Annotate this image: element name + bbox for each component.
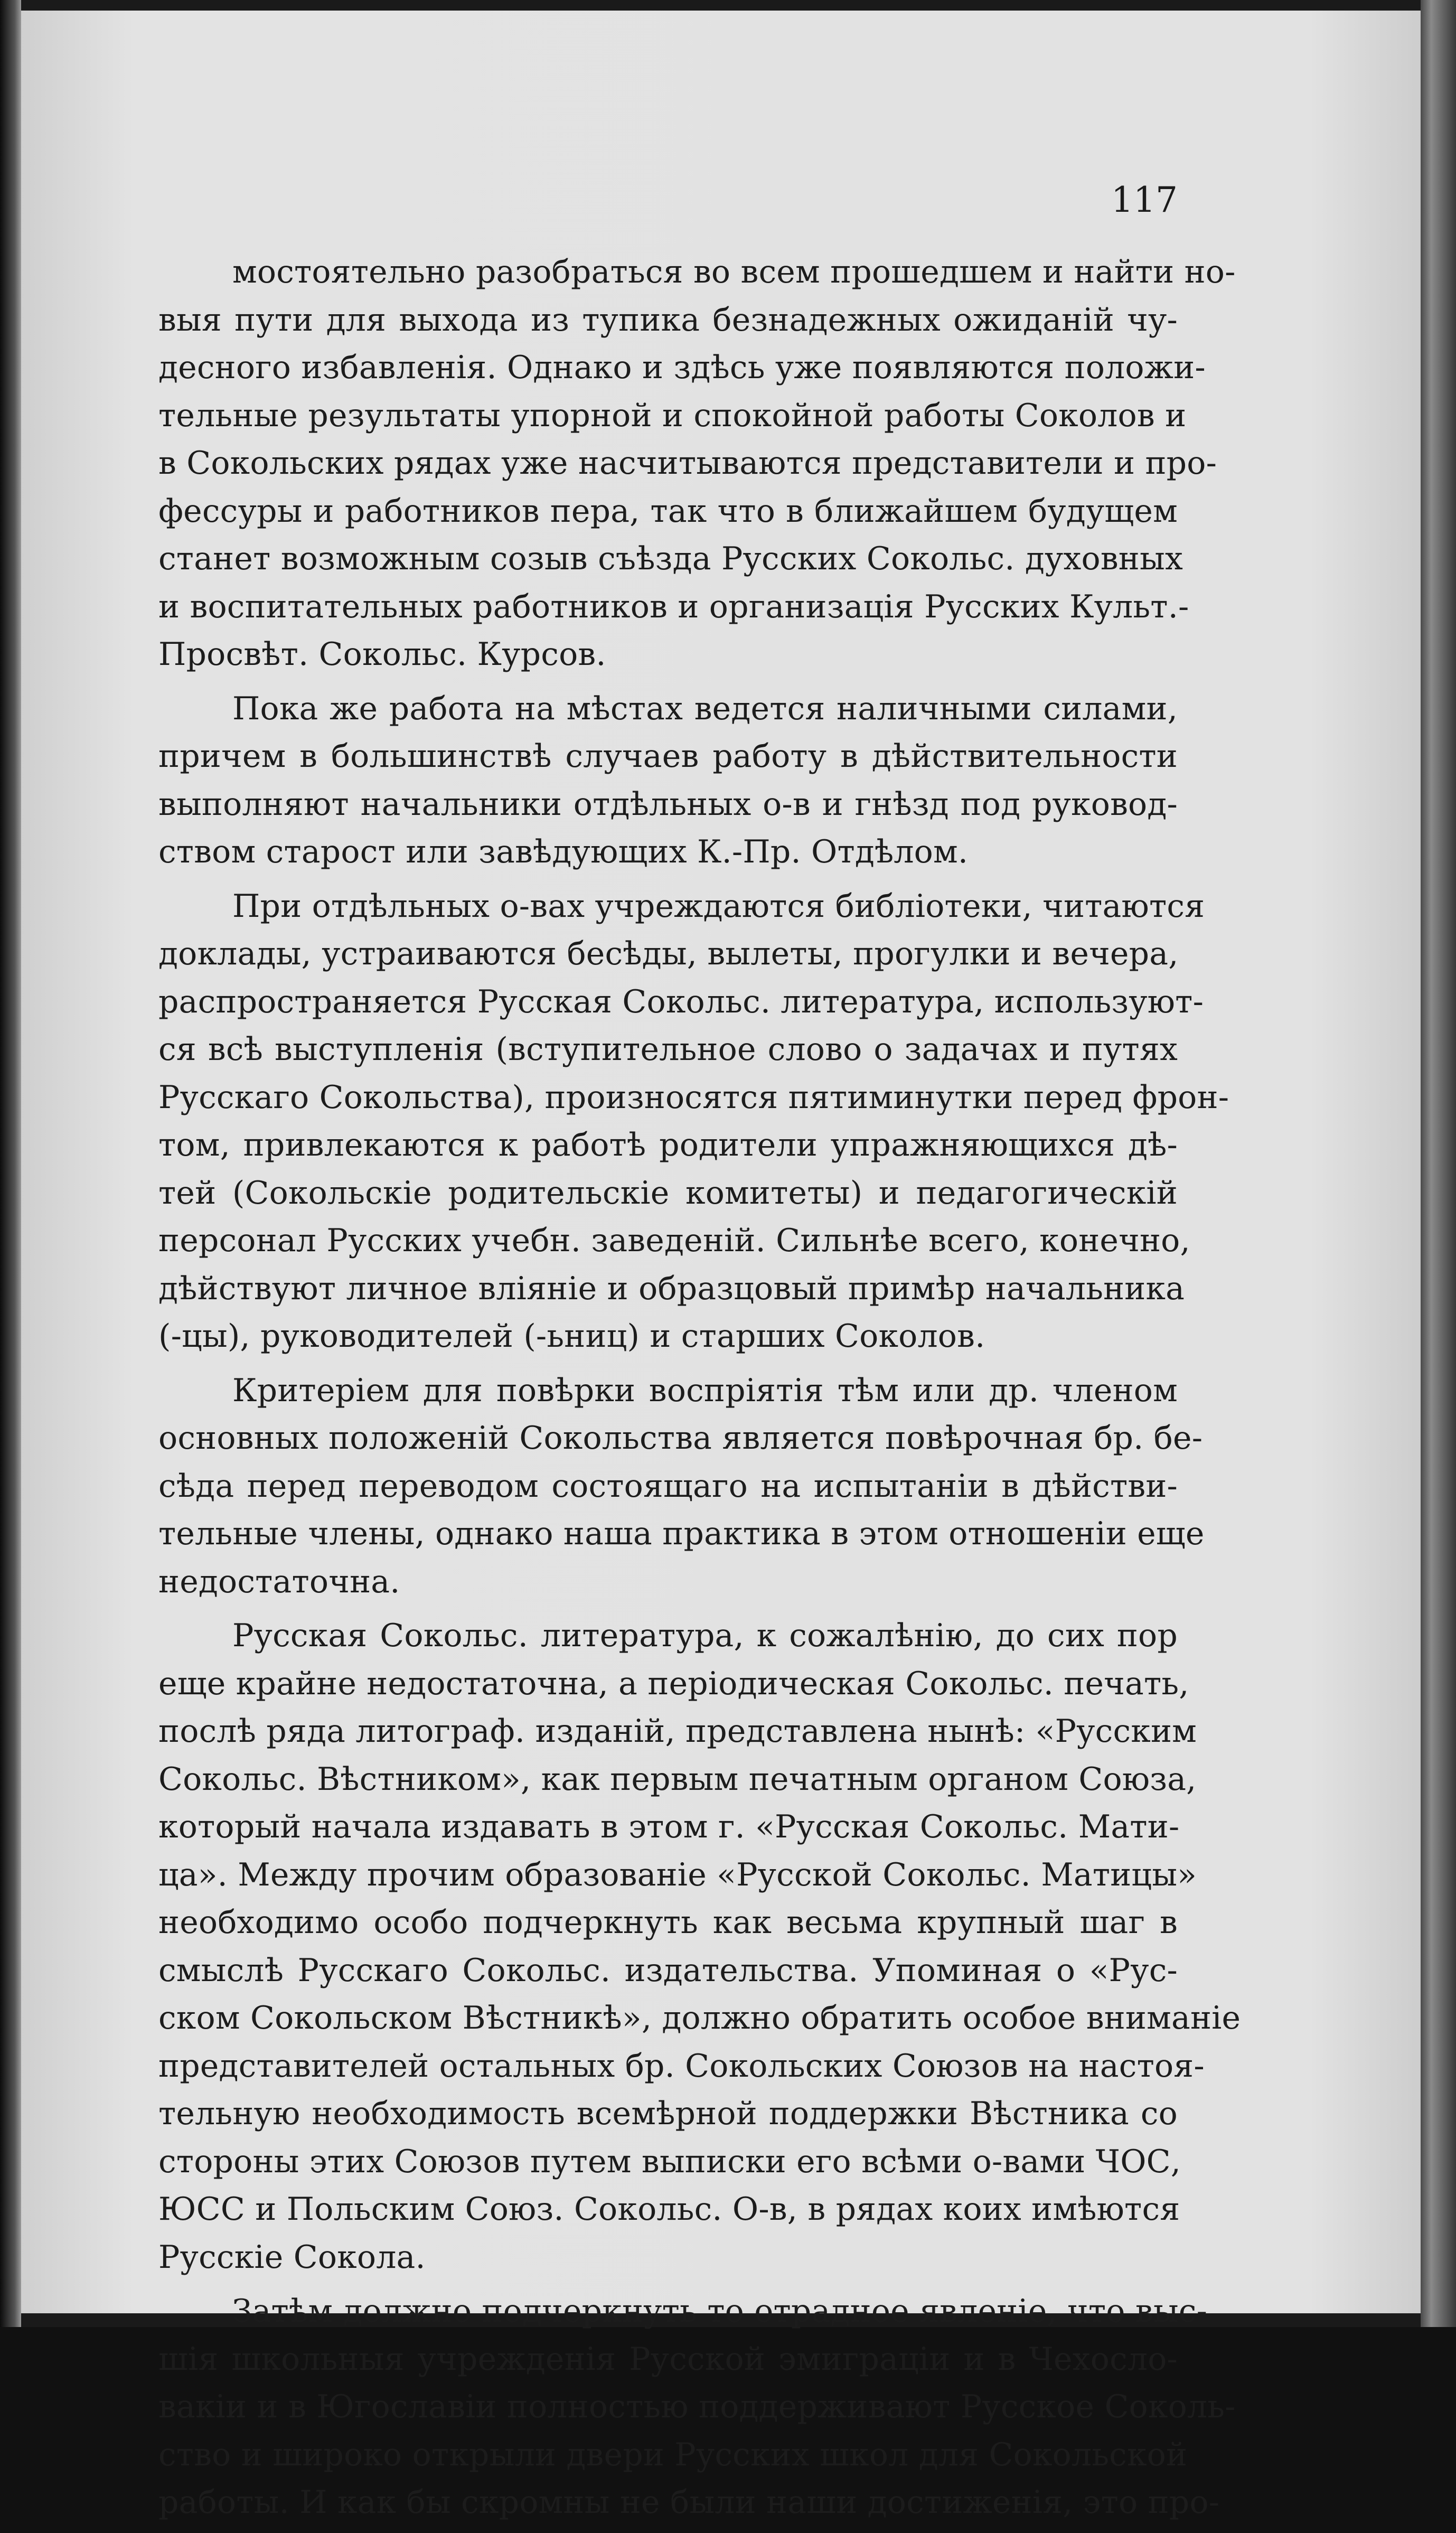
paragraph <box>158 883 1229 1361</box>
paragraph <box>158 685 1178 876</box>
text-line: фессуры и работников пера, так что в ближайшем будущем <box>158 492 1178 530</box>
text-line: выя пути для выхода из тупика безнадежных ожиданій чу- <box>158 301 1178 339</box>
text-line: станет возможным созыв съѣзда Русских Сокольс. духовных <box>158 540 1183 577</box>
text-line: Критеріем для повѣрки воспріятія тѣм или др. членом <box>232 1372 1178 1409</box>
text-line: тельные члены, однако наша практика в этом отношеніи еще <box>158 1515 1205 1552</box>
text-line: персонал Русских учебн. заведеній. Сильнѣе всего, конечно, <box>158 1222 1190 1259</box>
paragraph <box>158 2287 1236 2527</box>
text-line: Затѣм должно подчеркнуть то отрадное явленіе, что выс- <box>232 2293 1208 2330</box>
text-line: работы. И как бы скромны не были наши достиженія, это про- <box>158 2484 1220 2521</box>
text-line: доклады, устраиваются бесѣды, вылеты, прогулки и вечера, <box>158 935 1179 972</box>
text-line: выполняют начальники отдѣльных о-в и гнѣзд под руковод- <box>158 785 1178 823</box>
text-line: Русскіе Сокола. <box>158 2238 426 2276</box>
text-line: причем в большинствѣ случаев работу в дѣйствительности <box>158 738 1178 775</box>
text-line: мостоятельно разобраться во всем прошедшем и найти но- <box>232 254 1236 290</box>
text-line: распространяется Русская Сокольс. литература, используют- <box>158 983 1204 1020</box>
text-line: еще крайне недостаточна, а періодическая Сокольс. печать, <box>158 1665 1189 1702</box>
text-line: представителей остальных бр. Сокольских Союзов на настоя- <box>158 2047 1205 2085</box>
scan-left-border <box>0 0 21 2327</box>
text-line: вакіи и в Югославіи полностью поддерживают Русское Соколь- <box>158 2388 1236 2425</box>
text-line: ском Сокольском Вѣстникѣ», должно обратить особое вниманіе <box>158 2000 1241 2037</box>
text-line: Пока же работа на мѣстах ведется наличными силами, <box>232 690 1178 727</box>
text-line: Сокольс. Вѣстником», как первым печатным органом Союза, <box>158 1760 1197 1798</box>
text-line: сѣда перед переводом состоящаго на испытаніи в дѣйстви- <box>158 1467 1178 1505</box>
text-line: в Сокольских рядах уже насчитываются представители и про- <box>158 445 1217 482</box>
text-line: послѣ ряда литограф. изданій, представлена нынѣ: «Русским <box>158 1713 1197 1750</box>
text-line: тельную необходимость всемѣрной поддержки Вѣстника со <box>158 2095 1178 2132</box>
text-line: десного избавленія. Однако и здѣсь уже появляются положи- <box>158 349 1206 386</box>
text-line: дѣйствуют личное вліяніе и образцовый примѣр начальника <box>158 1270 1185 1307</box>
paragraph <box>158 1612 1241 2281</box>
text-line: шія школьныя учрежденія Русской эмиграціи и в Чехосло- <box>158 2340 1178 2378</box>
text-line: ством старост или завѣдующих К.-Пр. Отдѣлом. <box>158 833 969 870</box>
text-line: смыслѣ Русскаго Сокольс. издательства. Упоминая о «Рус- <box>158 1952 1178 1989</box>
text-line: тельные результаты упорной и спокойной работы Соколов и <box>158 397 1187 434</box>
text-line: который начала издавать в этом г. «Русская Сокольс. Мати- <box>158 1808 1180 1845</box>
text-line: Русскаго Сокольства), произносятся пятиминутки перед фрон- <box>158 1078 1229 1116</box>
text-line: том, привлекаются к работѣ родители упражняющихся дѣ- <box>158 1127 1178 1164</box>
paragraph <box>158 248 1236 679</box>
text-line: ство и широко открыли двери Русских школ для Сокольской <box>158 2436 1188 2473</box>
paragraph <box>158 1367 1205 1606</box>
text-line: Просвѣт. Сокольс. Курсов. <box>158 636 606 673</box>
text-line: ЮСС и Польским Союз. Сокольс. О-в, в рядах коих имѣются <box>158 2191 1180 2228</box>
text-line: тей (Сокольскіе родительскіе комитеты) и педагогическій <box>158 1174 1178 1212</box>
text-line: ся всѣ выступленія (вступительное слово о задачах и путях <box>158 1031 1178 1068</box>
page-number: 117 <box>1111 180 1178 220</box>
text-line: недостаточна. <box>158 1563 400 1600</box>
text-line: необходимо особо подчеркнуть как весьма крупный шаг в <box>158 1904 1178 1941</box>
text-line: и воспитательных работников и организація Русских Культ.- <box>158 588 1189 625</box>
scan-right-border <box>1421 0 1456 2327</box>
text-line: (-цы), руководителей (-ьниц) и старших Соколов. <box>158 1318 985 1355</box>
text-line: основных положеній Сокольства является повѣрочная бр. бе- <box>158 1420 1203 1457</box>
text-line: стороны этих Союзов путем выписки его всѣми о-вами ЧОС, <box>158 2143 1181 2180</box>
text-line: При отдѣльных о-вах учреждаются библіотеки, читаются <box>232 887 1205 925</box>
text-line: Русская Сокольс. литература, к сожалѣнію, до сих пор <box>232 1617 1178 1654</box>
body-text <box>158 248 1241 2533</box>
text-line: ца». Между прочим образованіе «Русской Сокольс. Матицы» <box>158 1856 1197 1893</box>
